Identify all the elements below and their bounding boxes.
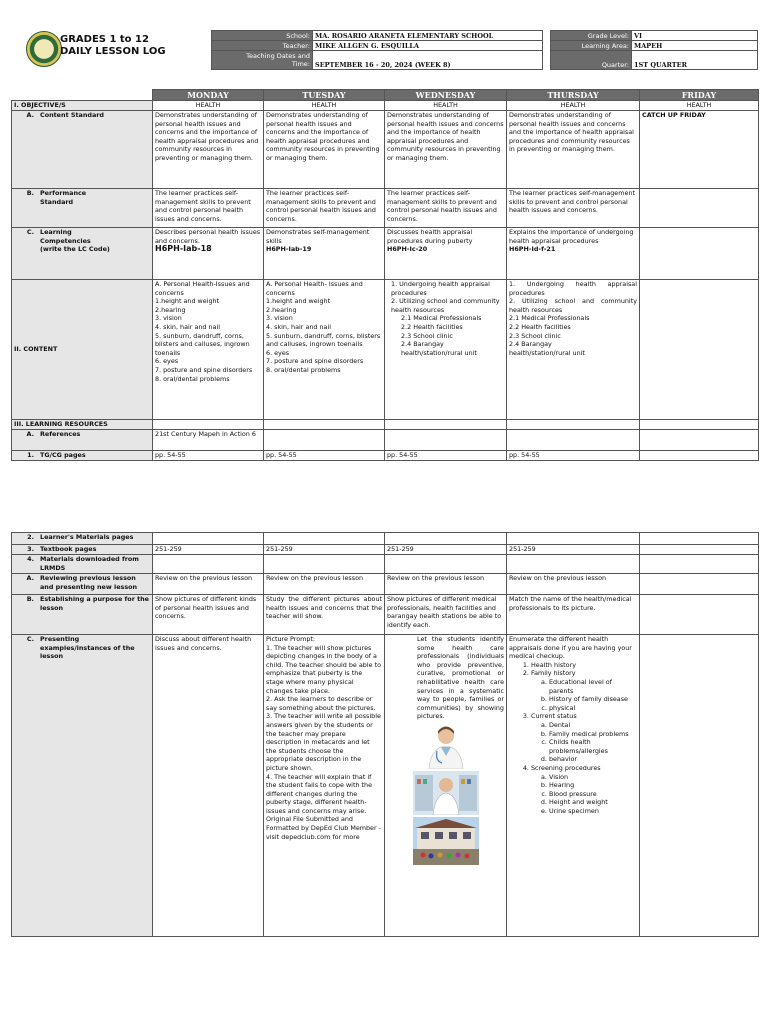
pharmacist-image — [413, 771, 479, 815]
doc-title — [60, 34, 166, 58]
content-list-tuesday: 1.height and weight 2.hearing 3. vision 4. skin, hair and nail 5. sunburn, dandruff, corns, blisters and calluses, ingrown toenails 6. eyes 7. posture and spine disorders 8. oral/dental problems — [266, 297, 381, 374]
presenting-monday: Discuss about different health issues and concerns. — [153, 635, 264, 937]
purpose-tuesday: Study the different pictures about health issues and concerns that the teacher will show. — [264, 595, 385, 635]
tg-pages-wednesday: pp. 54-55 — [385, 451, 507, 461]
textbook-thursday: 251-259 — [507, 545, 640, 555]
dates-value: SEPTEMBER 16 - 20, 2024 (WEEK 8) — [313, 51, 543, 70]
competency-tuesday: Demonstrates self-management skills H6PH-Iab-19 — [264, 228, 385, 280]
textbook-pages-label: 3. Textbook pages — [12, 545, 153, 555]
review-monday: Review on the previous lesson — [153, 574, 264, 595]
references-monday: 21st Century Mapeh in Action 6 — [153, 430, 264, 451]
content-wednesday: 1. Undergoing health appraisal procedures 2. Utilizing school and community health resources 2.1 Medical Professionals 2.2 Health facilities 2.3 School clinic 2.4 Barangay health/station/rural unit — [385, 280, 507, 420]
teacher-value: MIKE ALLGEN G. ESQUILLA — [313, 41, 543, 51]
performance-standard-label: B. Performance Standard — [12, 189, 153, 228]
school-value: MA. ROSARIO ARANETA ELEMENTARY SCHOOL — [313, 31, 543, 41]
quarter-label: Quarter: — [551, 51, 632, 70]
doctor-image — [415, 723, 477, 769]
health-center-image — [413, 817, 479, 865]
content-monday: A. Personal Health-Issues and concerns 1.height and weight 2.hearing 3. vision 4. skin, hair and nail 5. sunburn, dandruff, corns, blisters and calluses, ingrown toenails 6. eyes 7. posture and spine disorders 8. oral/dental problems — [153, 280, 264, 420]
subject-monday: HEALTH — [153, 101, 264, 111]
objectives-label: I. OBJECTIVE/S — [12, 101, 153, 111]
textbook-monday: 251-259 — [153, 545, 264, 555]
review-wednesday: Review on the previous lesson — [385, 574, 507, 595]
area-label: Learning Area: — [551, 41, 632, 51]
review-tuesday: Review on the previous lesson — [264, 574, 385, 595]
textbook-tuesday: 251-259 — [264, 545, 385, 555]
day-header-wednesday: WEDNESDAY — [385, 90, 507, 101]
header — [24, 30, 758, 70]
deped-seal-icon — [26, 31, 62, 67]
quarter-value: 1ST QUARTER — [632, 51, 758, 70]
competency-thursday: Explains the importance of undergoing health appraisal procedures H6PH-Id-f-21 — [507, 228, 640, 280]
subject-tuesday: HEALTH — [264, 101, 385, 111]
header-left-table — [211, 30, 543, 70]
presenting-wednesday: Let the students identify some health care professionals (individuals who provide preventive, curative, promotional or rehabilitative health care services in a systematic way to people, families or communities) by showing pictures. — [385, 635, 507, 937]
thu-item-1: 1. Health history — [531, 661, 637, 670]
subject-friday: HEALTH — [640, 101, 759, 111]
tg-pages-label: 1. TG/CG pages — [12, 451, 153, 461]
purpose-label: B. Establishing a purpose for the lesson — [12, 595, 153, 635]
tg-pages-tuesday: pp. 54-55 — [264, 451, 385, 461]
day-header-tuesday: TUESDAY — [264, 90, 385, 101]
content-label: II. CONTENT — [12, 280, 153, 420]
review-thursday: Review on the previous lesson — [507, 574, 640, 595]
textbook-wednesday: 251-259 — [385, 545, 507, 555]
lesson-table-part-2 — [11, 532, 759, 937]
lm-pages-label: 2. Learner's Materials pages — [12, 533, 153, 545]
day-header-monday: MONDAY — [153, 90, 264, 101]
day-header-friday: FRIDAY — [640, 90, 759, 101]
content-standard-wednesday: Demonstrates understanding of personal health issues and concerns and the importance of health appraisal procedures and community resources in preventing or managing them. — [385, 111, 507, 189]
subject-thursday: HEALTH — [507, 101, 640, 111]
header-right-table — [550, 30, 758, 70]
school-label: School: — [212, 31, 313, 41]
competency-wednesday: Discusses health appraisal procedures during puberty H6PH-Ic-20 — [385, 228, 507, 280]
title-line-2: DAILY LESSON LOG — [60, 46, 166, 57]
content-list-monday: 1.height and weight 2.hearing 3. vision 4. skin, hair and nail 5. sunburn, dandruff, corns, blisters and calluses, ingrown toenails 6. eyes 7. posture and spine disorders 8. oral/dental problems — [155, 297, 253, 383]
grade-label: Grade Level: — [551, 31, 632, 41]
lrmds-label: 4. Materials downloaded from LRMDS — [12, 555, 153, 574]
review-label: A. Reviewing previous lesson and presenting new lesson — [12, 574, 153, 595]
subject-wednesday: HEALTH — [385, 101, 507, 111]
performance-standard-thursday: The learner practices self-management skills to prevent and control personal health issues and concerns. — [507, 189, 640, 228]
title-line-1: GRADES 1 to 12 — [60, 34, 149, 45]
tg-pages-monday: pp. 54-55 — [153, 451, 264, 461]
tg-pages-thursday: pp. 54-55 — [507, 451, 640, 461]
competency-monday: Describes personal health issues and concerns. H6PH-Iab-18 — [153, 228, 264, 280]
learning-resources-label: III. LEARNING RESOURCES — [12, 420, 153, 430]
presenting-label: C. Presenting examples/instances of the lesson — [12, 635, 153, 937]
content-tuesday: A. Personal Health- Issues and concerns 1.height and weight 2.hearing 3. vision 4. skin, hair and nail 5. sunburn, dandruff, corns, blisters and calluses, ingrown toenails 6. eyes 7. posture and spine disorders 8. oral/dental problems — [264, 280, 385, 420]
content-standard-thursday: Demonstrates understanding of personal health issues and concerns and the importance of health appraisal procedures and community resources in preventing or managing them. — [507, 111, 640, 189]
performance-standard-tuesday: The learner practices self-management skills to prevent and control personal health issues and concerns. — [264, 189, 385, 228]
teacher-label: Teacher: — [212, 41, 313, 51]
presenting-tuesday: Picture Prompt: 1. The teacher will show pictures depicting changes in the body of a child. The teacher should be able to emphasize that puberty is the stage where many physical changes take place. 2. Ask the learners to describe or say something about the pictures. 3. The teacher will write all possible answers given by the students or the teacher may prepare description in metacards and let the students choose the appropriate description in the picture shown. 4. The teacher will explain that if the student fails to cope with the different changes during the puberty stage, different health-issues and concerns may arise. Original File Submitted and Formatted by DepEd Club Member - visit depedclub.com for more — [264, 635, 385, 937]
purpose-thursday: Match the name of the health/medical professionals to its picture. — [507, 595, 640, 635]
dates-label: Teaching Dates and Time: — [212, 51, 313, 70]
content-thursday: 1. Undergoing health appraisal procedures 2. Utilizing school and community health resources 2.1 Medical Professionals 2.2 Health facilities 2.3 School clinic 2.4 Barangay health/station/rural unit — [507, 280, 640, 420]
competencies-label: C. Learning Competencies (write the LC Code) — [12, 228, 153, 280]
content-standard-label: A. Content Standard — [12, 111, 153, 189]
purpose-wednesday: Show pictures of different medical professionals, health facilities and barangay health stations be able to identify each. — [385, 595, 507, 635]
content-standard-monday: Demonstrates understanding of personal health issues and concerns and the importance of health appraisal procedures and community resources in preventing or managing them. — [153, 111, 264, 189]
presenting-thursday: Enumerate the different health appraisals done if you are having your medical checkup. 1. Health history 2. Family history a. Educational level of parents b. History of family disease c. physical 3. Current status a. Dental b. Family medical problems c. Childs health problems/allergies d. behavior 4. Screening procedures a. Vision b. Hearing c. Blood pressure d. Height and weight e. Urine specimen — [507, 635, 640, 937]
content-standard-tuesday: Demonstrates understanding of personal health issues and concerns and the importance of health appraisal procedures and community resources in preventing or managing them. — [264, 111, 385, 189]
references-label: A. References — [12, 430, 153, 451]
catch-up-friday: CATCH UP FRIDAY — [640, 111, 759, 189]
performance-standard-monday: The learner practices self-management skills to prevent and control personal health issues and concerns. — [153, 189, 264, 228]
day-header-thursday: THURSDAY — [507, 90, 640, 101]
area-value: MAPEH — [632, 41, 758, 51]
purpose-monday: Show pictures of different kinds of personal health issues and concerns. — [153, 595, 264, 635]
lesson-table-part-1 — [11, 89, 759, 461]
grade-value: VI — [632, 31, 758, 41]
performance-standard-wednesday: The learner practices self-management skills to prevent and control personal health issues and concerns. — [385, 189, 507, 228]
